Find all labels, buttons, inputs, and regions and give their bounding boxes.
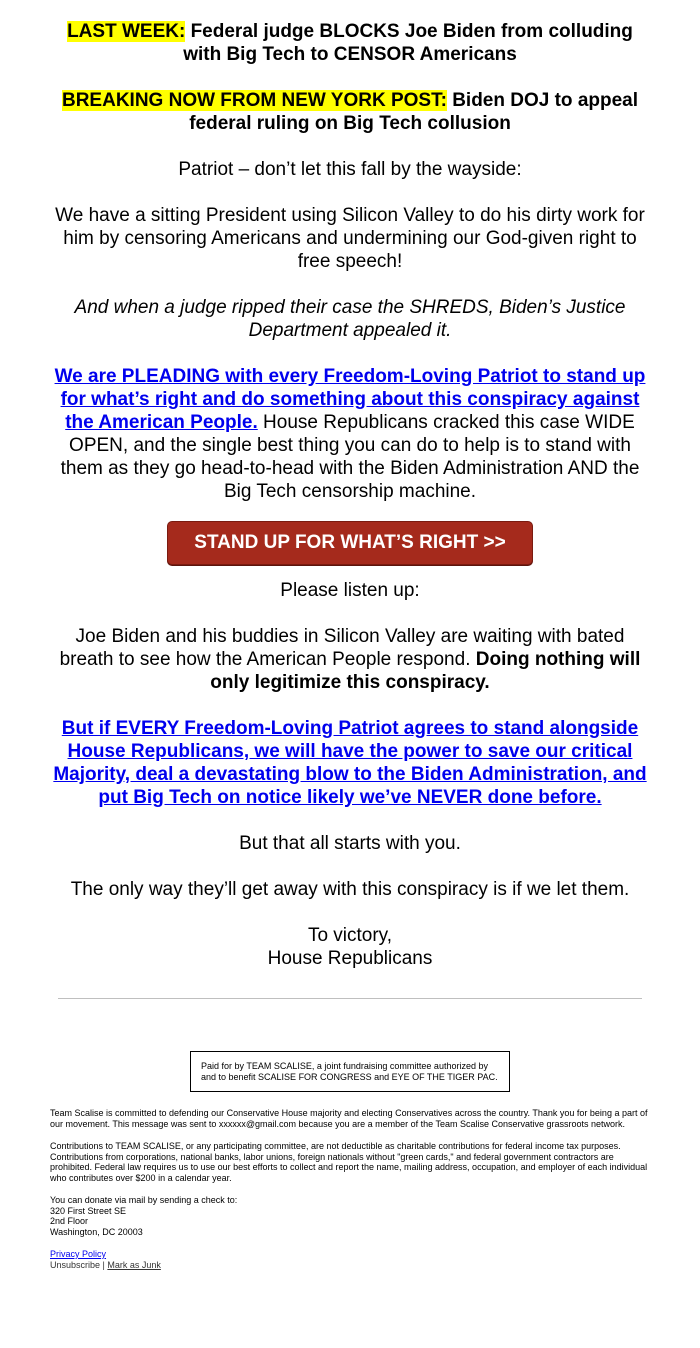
footer xyxy=(50,1108,650,1270)
paragraph-only-way: The only way they’ll get away with this conspiracy is if we let them. xyxy=(70,879,630,900)
mail-intro: You can donate via mail by sending a check to: xyxy=(50,1195,238,1205)
paragraph-sitting-president: We have a sitting President using Silicon Valley to do his dirty work for him by censoring Americans and undermining our God-given right to free speech! xyxy=(55,205,645,272)
mailing-address xyxy=(50,1195,650,1237)
paragraph-judge xyxy=(50,296,650,342)
address-line2: 2nd Floor xyxy=(50,1216,89,1226)
paragraph-listen-up: Please listen up: xyxy=(280,580,420,601)
paragraph-pleading xyxy=(50,365,650,503)
paid-for-text: Paid for by TEAM SCALISE, a joint fundraising committee authorized by and to benefit SCALISE FOR CONGRESS and EYE OF THE TIGER PAC. xyxy=(201,1061,498,1082)
bated-breath-bold: Doing nothing will only legitimize this conspiracy. xyxy=(210,649,641,693)
unsubscribe-link[interactable]: Unsubscribe xyxy=(50,1259,101,1270)
headline-breaking-text: Biden DOJ to appeal federal ruling on Big Tech collusion xyxy=(189,90,639,134)
paragraph-patriot: Patriot – don’t let this fall by the wayside: xyxy=(178,159,522,180)
paid-for-box xyxy=(190,1051,510,1092)
paragraph-every-patriot xyxy=(50,717,650,809)
every-patriot-link[interactable]: But if EVERY Freedom-Loving Patriot agrees to stand alongside House Republicans, we will have the power to save our critical Majority, deal a devastating blow to the Biden Administration, and put Big Tech on notice likely we’ve NEVER done before. xyxy=(53,718,647,808)
stand-up-button[interactable]: STAND UP FOR WHAT’S RIGHT >> xyxy=(167,521,533,565)
separator: | xyxy=(100,1259,108,1270)
last-week-tag: LAST WEEK: xyxy=(67,21,186,42)
headline-last-week-text: Federal judge BLOCKS Joe Biden from colluding with Big Tech to CENSOR Americans xyxy=(183,21,633,65)
mark-as-junk-link[interactable]: Mark as Junk xyxy=(107,1259,161,1270)
bated-breath-text: Joe Biden and his buddies in Silicon Valley are waiting with bated breath to see how the American People respond. xyxy=(59,626,625,670)
paragraph-starts-with-you: But that all starts with you. xyxy=(239,833,461,854)
footer-contributions: Contributions to TEAM SCALISE, or any participating committee, are not deductible as charitable contributions for federal income tax purposes. Contributions from corporations, national banks, labor unions, foreign nationals without "green cards," and federal government contractors are prohibited. Federal law requires us to use our best efforts to collect and report the name, mailing address, occupation, and employer of each individual who contributes over $200 in a calendar year. xyxy=(50,1141,648,1183)
signoff-line2: House Republicans xyxy=(267,948,433,969)
paragraph-judge-text: And when a judge ripped their case the SHREDS, Biden’s Justice Department appealed it. xyxy=(74,297,626,341)
pleading-text: House Republicans cracked this case WIDE OPEN, and the single best thing you can do to help is to stand with them as they go head-to-head with the Biden Administration AND the Big Tech censorship machine. xyxy=(60,412,640,502)
signoff-line1: To victory, xyxy=(307,925,393,946)
headline-breaking xyxy=(50,89,650,135)
address-line1: 320 First Street SE xyxy=(50,1205,127,1216)
privacy-policy-link[interactable]: Privacy Policy xyxy=(50,1249,107,1259)
paragraph-bated-breath xyxy=(50,625,650,694)
pleading-link[interactable]: We are PLEADING with every Freedom-Loving Patriot to stand up for what’s right and do something about this conspiracy against the American People. xyxy=(54,366,646,433)
breaking-tag: BREAKING NOW FROM NEW YORK POST: xyxy=(61,90,447,111)
divider xyxy=(58,998,642,999)
email-body xyxy=(50,0,650,970)
address-line3: Washington, DC 20003 xyxy=(50,1226,143,1237)
footer-mission: Team Scalise is committed to defending our Conservative House majority and electing Conservatives across the country. Thank you for being a part of our movement. This message was sent to xxxxxx@gmail.com because you are a member of the Team Scalise Conservative grassroots network. xyxy=(50,1108,648,1129)
unsubscribe-row xyxy=(50,1260,650,1271)
headline-last-week xyxy=(50,20,650,66)
